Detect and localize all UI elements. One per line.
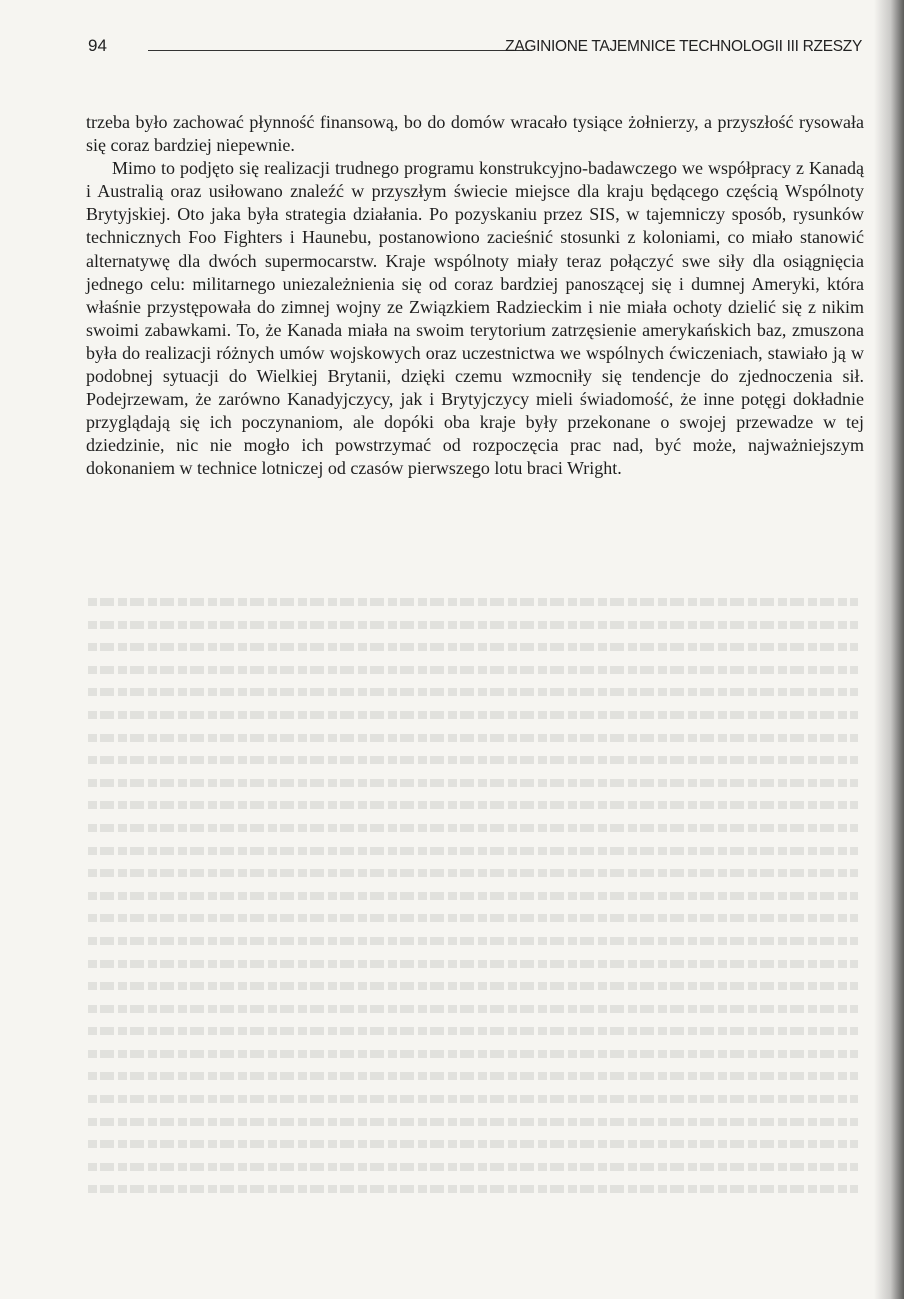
page-number: 94 — [88, 36, 107, 55]
body-text — [86, 111, 864, 481]
paragraph-continuation: trzeba było zachować płynność finansową, bo do domów wracało tysiące żołnierzy, a przyszłość rysowała się coraz bardziej niepewnie. — [86, 112, 864, 156]
running-title: ZAGINIONE TAJEMNICE TECHNOLOGII III RZESZY — [505, 38, 862, 55]
paragraph: Mimo to podjęto się realizacji trudnego programu konstrukcyjno-badawczego we współpracy z Kanadą i Australią oraz usiłowano znaleźć w przyszłym świecie miejsce dla kraju będącego częścią Wspólnoty Brytyjskiej. Oto jaka była strategia działania. Po pozyskaniu przez SIS, w tajemniczy sposób, rysunków technicznych Foo Fighters i Haunebu, postanowiono zacieśnić stosunki z koloniami, co miało stanowić alternatywę dla dwóch supermocarstw. Kraje wspólnoty miały teraz połączyć swe siły dla osiągnięcia jednego celu: militarnego uniezależnienia się od coraz bardziej panoszącej się i dumnej Ameryki, która właśnie przystępowała do zimnej wojny ze Związkiem Radzieckim i nie miała ochoty dzielić się z nikim swoimi zabawkami. To, że Kanada miała na swoim terytorium zatrzęsienie amerykańskich baz, zmuszona była do realizacji różnych umów wojskowych oraz uczestnictwa we wspólnych ćwiczeniach, stawiało ją w podobnej sytuacji do Wielkiej Brytanii, dzięki czemu wzmocniły się tendencje do zjednoczenia sił. Podejrzewam, że zarówno Kanadyjczycy, jak i Brytyjczycy mieli świadomość, że inne potęgi dokładnie przyglądają się ich poczynaniom, ale dopóki oba kraje były przekonane o swojej przewadze w tej dziedzinie, nic nie mogło ich powstrzymać od rozpoczęcia prac nad, być może, najważniejszym dokonaniem w technice lotniczej od czasów pierwszego lotu braci Wright. — [86, 158, 864, 479]
page-header — [88, 36, 862, 60]
reverse-side-bleed-through — [88, 598, 858, 1248]
page-edge-shadow — [874, 0, 904, 1299]
header-rule — [148, 50, 532, 51]
